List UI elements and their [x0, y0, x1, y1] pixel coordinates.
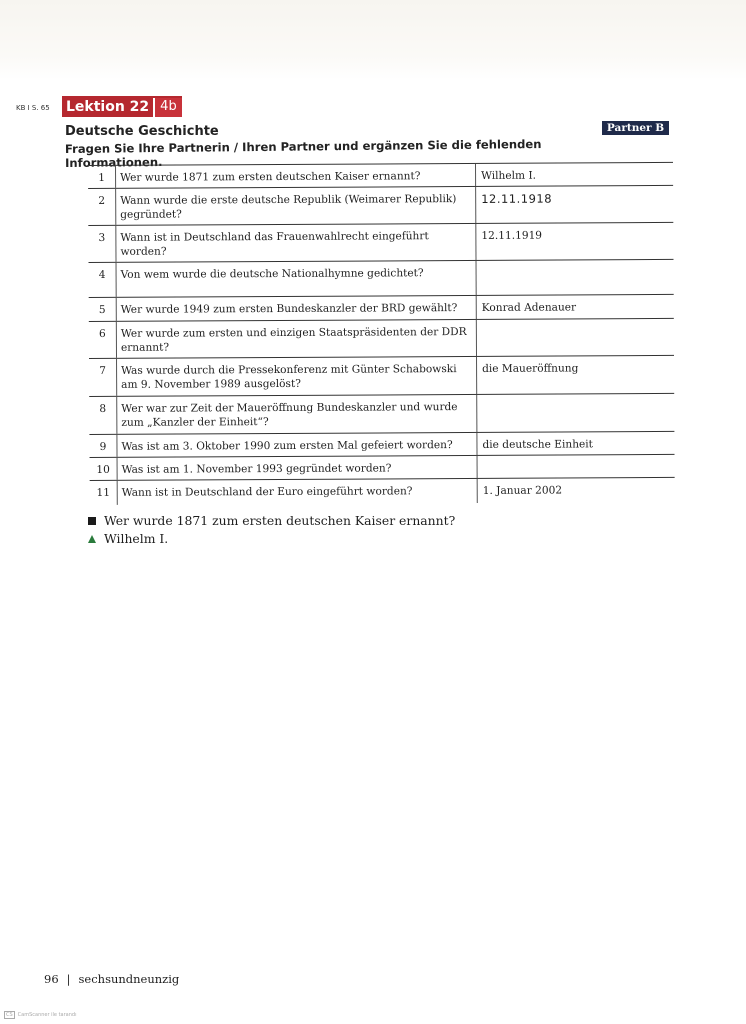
partner-badge: Partner B: [602, 121, 669, 135]
row-number: 5: [98, 303, 106, 316]
question-cell: Wann ist in Deutschland das Frauenwahlrecht eingeführt worden?: [115, 224, 476, 262]
page-bleed-through: [0, 0, 746, 80]
table-row: [88, 186, 673, 226]
answer-cell[interactable]: Wilhelm I.: [481, 169, 537, 182]
answer-cell[interactable]: 1. Januar 2002: [482, 484, 563, 497]
example-dialog: [88, 512, 455, 548]
lesson-number: Lektion 22: [66, 99, 150, 115]
footer-separator: |: [66, 972, 71, 986]
answer-cell[interactable]: [477, 394, 674, 432]
answer-cell[interactable]: [477, 260, 674, 295]
instruction-text: Fragen Sie Ihre Partnerin / Ihren Partner und ergänzen Sie die fehlenden Informationen.: [64, 137, 542, 170]
answer-cell[interactable]: [478, 455, 675, 478]
row-number: 7: [99, 364, 106, 377]
scanner-logo-icon: CS: [6, 1012, 13, 1018]
question-cell: Wer war zur Zeit der Maueröffnung Bundeskanzler und wurde zum „Kanzler der Einheit“?: [116, 395, 477, 434]
table-row: [90, 455, 675, 481]
table-row: [89, 356, 674, 397]
answer-cell[interactable]: die Maueröffnung: [482, 362, 579, 375]
table-row: [89, 432, 674, 458]
page-number: 96: [44, 972, 59, 986]
table-row: [89, 295, 674, 322]
row-number: 1: [98, 171, 105, 184]
row-number: 8: [99, 402, 107, 415]
question-cell: Wer wurde 1949 zum ersten Bundeskanzler der BRD gewählt?: [116, 296, 477, 321]
row-number: 9: [99, 440, 107, 453]
question-cell: Wann ist in Deutschland der Euro eingeführt worden?: [117, 479, 478, 505]
answer-cell[interactable]: Konrad Adenauer: [481, 301, 577, 314]
square-bullet-icon: [88, 517, 96, 525]
table-row: [90, 478, 675, 505]
row-number: 6: [98, 327, 106, 340]
row-number: 10: [96, 463, 110, 476]
dialog-answer-line: [88, 530, 455, 548]
scanner-watermark: [4, 1011, 76, 1019]
table-row: [88, 223, 673, 263]
kb-reference: KB I S. 65: [16, 104, 50, 112]
question-table: [88, 162, 675, 505]
table-row: [88, 162, 673, 189]
question-cell: Was ist am 1. November 1993 gegründet worden?: [117, 456, 478, 480]
triangle-bullet-icon: [88, 535, 96, 543]
dialog-question: Wer wurde 1871 zum ersten deutschen Kaiser ernannt?: [104, 513, 456, 528]
answer-cell-handwritten[interactable]: 12.11.1918: [481, 191, 553, 206]
page-footer: [44, 972, 179, 986]
table-row: [89, 394, 674, 435]
question-cell: Wer wurde 1871 zum ersten deutschen Kaiser ernannt?: [115, 164, 476, 188]
question-cell: Wer wurde zum ersten und einzigen Staatspräsidenten der DDR ernannt?: [116, 320, 477, 358]
table-row: [89, 319, 674, 359]
question-cell: Was ist am 3. Oktober 1990 zum ersten Mal gefeiert worden?: [116, 433, 477, 457]
answer-cell[interactable]: 12.11.1919: [481, 229, 543, 242]
answer-cell[interactable]: die deutsche Einheit: [482, 438, 593, 451]
question-cell: Was wurde durch die Pressekonferenz mit Günter Schabowski am 9. November 1989 ausgelöst?: [116, 357, 477, 396]
row-number: 4: [98, 268, 106, 281]
table-row: [89, 260, 674, 298]
page-number-word: sechsundneunzig: [78, 972, 180, 986]
row-number: 3: [98, 231, 106, 244]
dialog-question-line: [88, 512, 455, 530]
dialog-answer: Wilhelm I.: [104, 531, 169, 546]
answer-cell[interactable]: [477, 319, 674, 356]
lesson-header: [62, 96, 182, 117]
row-number: 2: [98, 194, 106, 207]
lesson-part: 4b: [153, 98, 182, 117]
scanner-text: CamScanner ile tarandı: [17, 1012, 77, 1018]
page-title: Deutsche Geschichte: [65, 124, 219, 139]
question-cell: Wann wurde die erste deutsche Republik (Weimarer Republik) gegründet?: [115, 187, 476, 225]
question-cell: Von wem wurde die deutsche Nationalhymne gedichtet?: [116, 261, 477, 297]
row-number: 11: [96, 486, 110, 499]
